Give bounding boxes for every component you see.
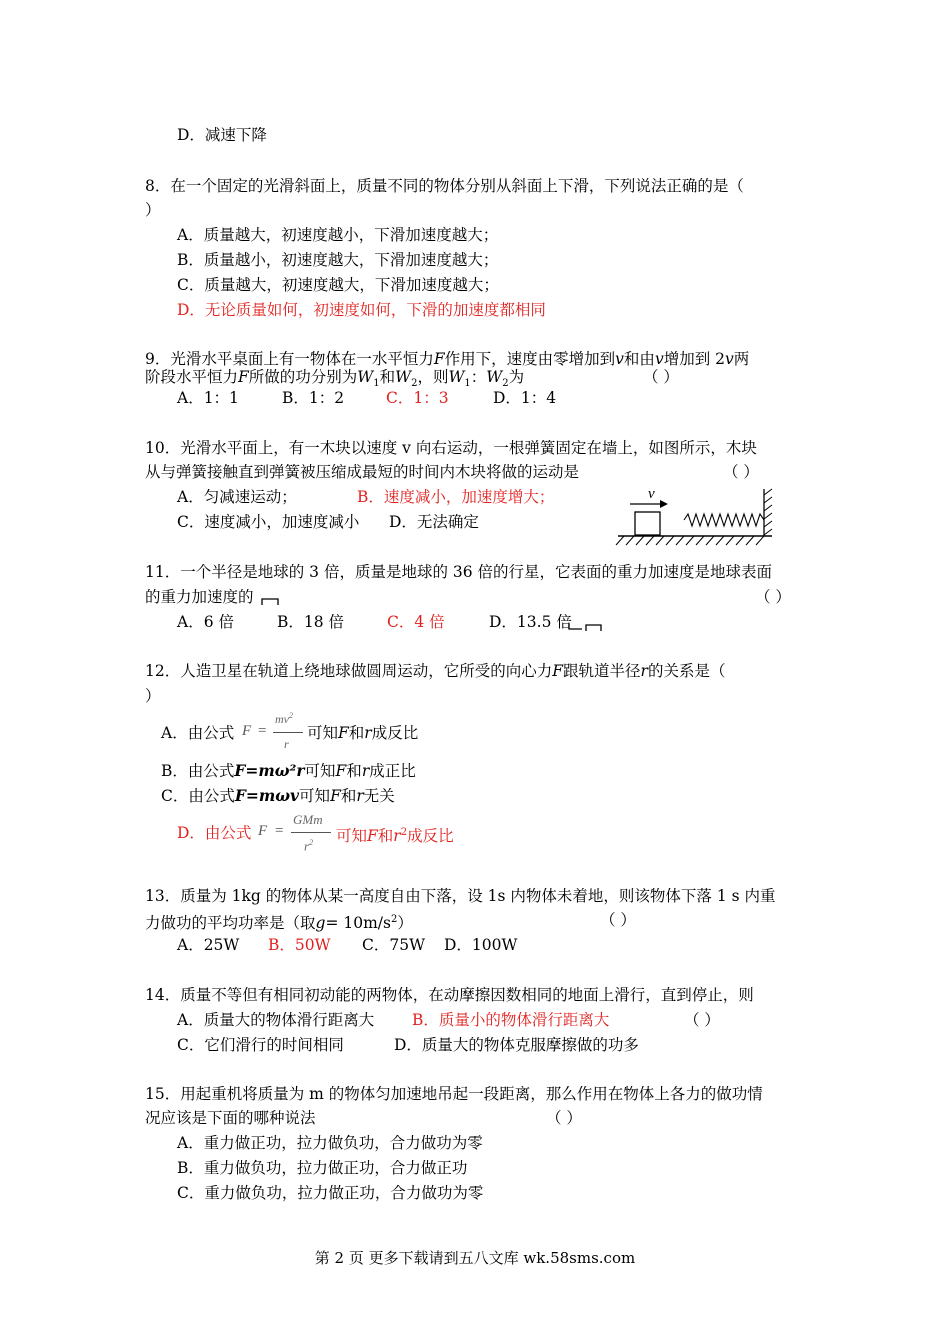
spring: [684, 514, 764, 526]
q10-option-b-answer: B．速度减小，加速度增大；: [357, 488, 555, 506]
page-footer: 第 2 页 更多下载请到五八文库 wk.58sms.com: [314, 1249, 636, 1267]
q10-answer-paren: （ ）: [723, 463, 759, 481]
q8-stem-line1: 8．在一个固定的光滑斜面上，质量不同的物体分别从斜面上下滑，下列说法正确的是（: [145, 177, 744, 195]
q7-option-d: D．减速下降: [177, 126, 267, 144]
block-spring-figure: [612, 483, 782, 551]
q8-option-c: C．质量越大，初速度越大，下滑加速度越大；: [177, 276, 499, 294]
q15-option-c: C．重力做负功，拉力做正功，合力做功为零: [177, 1184, 484, 1202]
q11-option-a: A．6 倍: [177, 613, 234, 631]
q12-option-d-formula: F = GMm $r^2$: [258, 810, 334, 860]
q9-stem-line2: 阶段水平恒力F所做的功分别为$W_1$和$W_2$，则$W_1$：$W_2$为: [145, 368, 525, 390]
floor-hatching: [616, 536, 764, 545]
q15-option-b: B．重力做负功，拉力做正功，合力做正功: [177, 1159, 468, 1177]
q15-option-a: A．重力做正功，拉力做负功，合力做功为零: [177, 1134, 483, 1152]
velocity-label: v: [648, 486, 655, 502]
q9-option-b: B．1：2: [282, 389, 345, 407]
q14-option-d: D．质量大的物体克服摩擦做的功多: [394, 1036, 639, 1054]
q14-stem-line1: 14．质量不等但有相同初动能的两物体，在动摩擦因数相同的地面上滑行，直到停止，则: [145, 986, 754, 1004]
velocity-arrowhead: [660, 500, 668, 508]
q9-stem-line1: 9．光滑水平桌面上有一物体在一水平恒力F作用下，速度由零增加到v和由v增加到 2v两: [145, 350, 750, 368]
q14-answer-paren: （ ）: [684, 1011, 720, 1029]
q10-option-a: A．匀减速运动；: [177, 488, 297, 506]
q8-stem-line2: ）: [145, 201, 161, 219]
q8-option-a: A．质量越大，初速度越小，下滑加速度越大；: [177, 226, 499, 244]
q15-stem-line1: 15．用起重机将质量为 m 的物体匀加速地吊起一段距离，那么作用在物体上各力的做功情: [145, 1085, 763, 1103]
q9-option-d: D．1：4: [493, 389, 557, 407]
q15-stem-line2: 况应该是下面的哪种说法: [145, 1109, 316, 1127]
blank-mark: [261, 596, 281, 606]
q11-stem-line2: 的重力加速度的: [145, 588, 254, 606]
q13-option-a: A．25W: [177, 936, 240, 954]
q13-option-c: C．75W: [362, 936, 426, 954]
q13-option-b-answer: B．50W: [268, 936, 331, 954]
q12-option-a-formula: F = $mv^2$ r: [242, 710, 306, 758]
q12-option-a-label: A．由公式: [161, 724, 235, 742]
q10-stem-line1: 10．光滑水平面上，有一木块以速度 v 向右运动，一根弹簧固定在墙上，如图所示，木块: [145, 439, 757, 457]
q9-option-a: A．1：1: [177, 389, 239, 407]
q12-option-a-text: 可知F和r成反比: [307, 724, 419, 742]
q13-stem-line1: 13．质量为 1kg 的物体从某一高度自由下落，设 1s 内物体未着地，则该物体下落 1 s 内重: [145, 887, 776, 905]
q8-option-d-answer: D．无论质量如何，初速度如何，下滑的加速度都相同: [177, 301, 546, 319]
q9-answer-paren: （ ）: [643, 368, 679, 386]
q8-option-b: B．质量越小，初速度越大，下滑加速度越大；: [177, 251, 499, 269]
q12-option-d-answer-label: D．由公式: [177, 824, 252, 842]
wall-hatching: [764, 489, 772, 535]
q13-stem-line2: 力做功的平均功率是（取$g= 10m/s^2$）: [145, 914, 413, 933]
q12-option-d-answer-text: 可知F和$r^2$成反比: [336, 827, 454, 846]
q10-option-d: D．无法确定: [389, 513, 479, 531]
q14-option-b-answer: B．质量小的物体滑行距离大: [412, 1011, 610, 1029]
q11-stem-line1: 11．一个半径是地球的 3 倍，质量是地球的 36 倍的行星，它表面的重力加速度是地球表面: [145, 563, 773, 581]
q12-stem-line1: 12．人造卫星在轨道上绕地球做圆周运动，它所受的向心力F跟轨道半径r的关系是（: [145, 662, 726, 680]
q11-option-c-answer: C．4 倍: [387, 613, 445, 631]
q13-answer-paren: （ ）: [600, 911, 636, 929]
q14-option-a: A．质量大的物体滑行距离大: [177, 1011, 375, 1029]
q11-option-d: D．13.5 倍: [489, 613, 572, 631]
q15-answer-paren: （ ）: [546, 1109, 582, 1127]
formula-numerator: $mv^2$: [275, 711, 293, 726]
formula-denominator: $r^2$: [304, 838, 314, 854]
q11-answer-paren: （ ）: [755, 588, 791, 606]
q14-option-c: C．它们滑行的时间相同: [177, 1036, 344, 1054]
blank-marks: [568, 620, 604, 632]
q12-option-c: C．由公式F=mωv可知F和r无关: [161, 786, 395, 805]
q9-option-c-answer: C．1：3: [386, 389, 449, 407]
q13-option-d: D．100W: [444, 936, 518, 954]
q11-option-b: B．18 倍: [277, 613, 345, 631]
q10-option-c: C．速度减小，加速度减小: [177, 513, 360, 531]
q12-stem-line2: ）: [145, 687, 161, 705]
q10-stem-line2: 从与弹簧接触直到弹簧被压缩成最短的时间内木块将做的运动是: [145, 463, 580, 481]
wooden-block: [635, 512, 660, 535]
q12-option-b: B．由公式F=mω²r可知F和r成正比: [161, 761, 416, 780]
